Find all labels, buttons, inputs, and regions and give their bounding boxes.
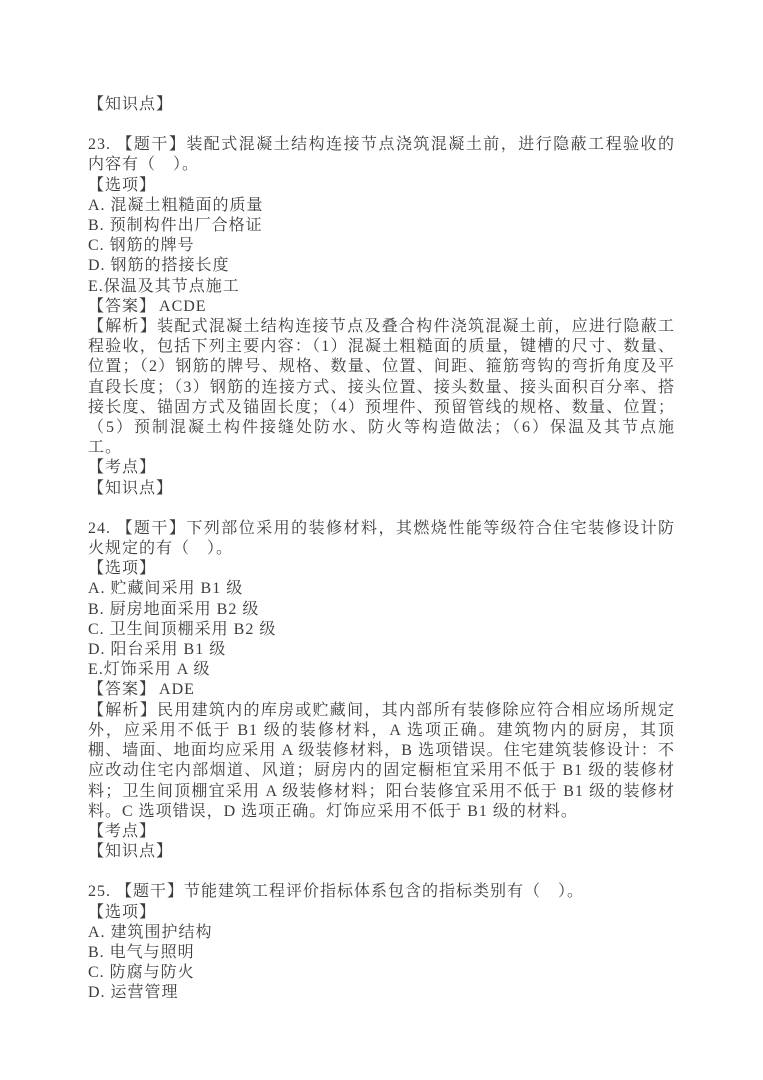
stem-text: 下列部位采用的装修材料，其燃烧性能等级符合住宅装修设计防火规定的有（ ）。 bbox=[88, 519, 675, 558]
question-stem bbox=[88, 135, 675, 175]
answer-line bbox=[88, 680, 675, 700]
question-25 bbox=[88, 882, 675, 1003]
exam-point-label: 【考点】 bbox=[88, 822, 157, 840]
stem-label: 【题干】 bbox=[116, 136, 187, 154]
stem-label: 【题干】 bbox=[116, 519, 187, 537]
question-number: 23. bbox=[88, 136, 111, 154]
option-b: B. 预制构件出厂合格证 bbox=[88, 217, 263, 235]
answer-value: ADE bbox=[159, 681, 195, 699]
analysis-paragraph bbox=[88, 701, 675, 822]
option-c: C. 钢筋的牌号 bbox=[88, 237, 195, 255]
option-d: D. 阳台采用 B1 级 bbox=[88, 641, 227, 659]
option-e: E.灯饰采用 A 级 bbox=[88, 661, 211, 679]
options-label: 【选项】 bbox=[88, 560, 157, 578]
option-b: B. 电气与照明 bbox=[88, 943, 195, 961]
stem-label: 【题干】 bbox=[116, 883, 185, 901]
analysis-text: 装配式混凝土结构连接节点及叠合构件浇筑混凝土前，应进行隐蔽工程验收，包括下列主要内容：（1）混凝土粗糙面的质量，键槽的尺寸、数量、位置；（2）钢筋的牌号、规格、数量、位置、间距、箍筋弯钩的弯折角度及平直段长度；（3）钢筋的连接方式、接头位置、接头数量、接头面积百分率、搭接长度、锚固方式及锚固长度；（4）预埋件、预留管线的规格、数量、位置；（5）预制混凝土构件接缝处防水、防火等构造做法；（6）保温及其节点施工。 bbox=[88, 318, 675, 457]
analysis-label: 【解析】 bbox=[88, 701, 158, 719]
stem-text: 节能建筑工程评价指标体系包含的指标类别有（ ）。 bbox=[184, 883, 585, 901]
option-a: A. 混凝土粗糙面的质量 bbox=[88, 196, 264, 214]
question-24 bbox=[88, 519, 675, 862]
question-stem bbox=[88, 882, 675, 902]
options-label: 【选项】 bbox=[88, 176, 157, 194]
knowledge-point-label: 【知识点】 bbox=[88, 479, 174, 497]
option-b: B. 厨房地面采用 B2 级 bbox=[88, 600, 260, 618]
option-e: E.保温及其节点施工 bbox=[88, 277, 240, 295]
stem-text: 装配式混凝土结构连接节点浇筑混凝土前，进行隐蔽工程验收的内容有（ ）。 bbox=[88, 136, 675, 174]
option-a: A. 贮藏间采用 B1 级 bbox=[88, 580, 244, 598]
knowledge-point-label: 【知识点】 bbox=[88, 96, 174, 113]
answer-label: 【答案】 bbox=[88, 681, 157, 699]
answer-line bbox=[88, 297, 675, 317]
answer-label: 【答案】 bbox=[88, 297, 157, 315]
question-23 bbox=[88, 135, 675, 499]
question-stem bbox=[88, 519, 675, 559]
option-d: D. 运营管理 bbox=[88, 984, 179, 1002]
option-a: A. 建筑围护结构 bbox=[88, 923, 213, 941]
question-number: 25. bbox=[88, 883, 111, 901]
option-c: C. 防腐与防火 bbox=[88, 964, 195, 982]
answer-value: ACDE bbox=[159, 297, 207, 315]
analysis-text: 民用建筑内的库房或贮藏间，其内部所有装修除应符合相应场所规定外，应采用不低于 B1 级的装修材料，A 选项正确。建筑物内的厨房，其顶棚、墙面、地面均应采用 A 级装修材料，B 选项错误。住宅建筑装修设计：不应改动住宅内部烟道、风道；厨房内的固定橱柜宜采用不低于 B1 级的装修材料；卫生间顶棚宜采用 A 级装修材料；阳台装修宜采用不低于 B1 级的装修材料。C 选项错误，D 选项正确。灯饰应采用不低于 B1 级的材料。 bbox=[88, 701, 675, 820]
exam-point-label: 【考点】 bbox=[88, 459, 157, 477]
knowledge-point-label: 【知识点】 bbox=[88, 843, 174, 861]
option-c: C. 卫生间顶棚采用 B2 级 bbox=[88, 620, 277, 638]
analysis-label: 【解析】 bbox=[88, 318, 158, 336]
question-number: 24. bbox=[88, 519, 111, 537]
analysis-paragraph bbox=[88, 317, 675, 458]
options-label: 【选项】 bbox=[88, 903, 157, 921]
option-d: D. 钢筋的搭接长度 bbox=[88, 257, 230, 275]
